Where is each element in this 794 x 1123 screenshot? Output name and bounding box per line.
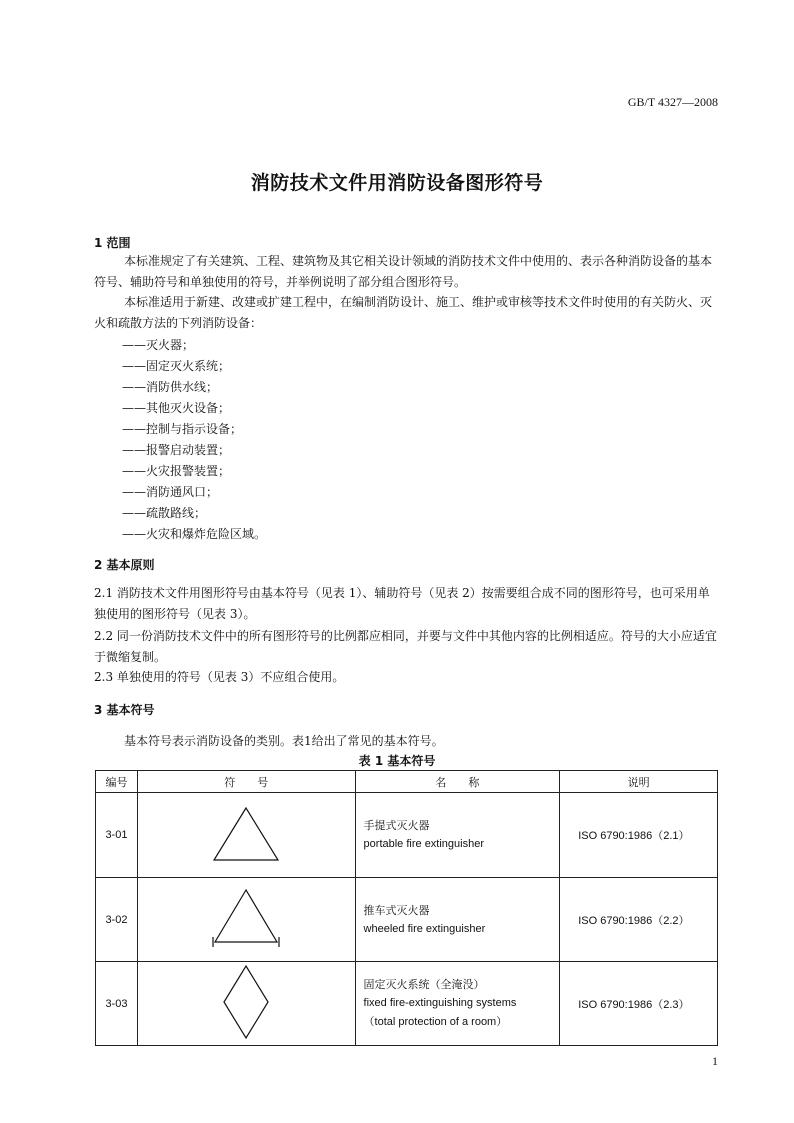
row-symbol [137,878,355,962]
table-header-row [96,771,718,793]
section-2-heading: 2 基本原则 [94,558,155,572]
section-3-paragraph: 基本符号表示消防设备的类别。表1给出了常见的基本符号。 [124,734,444,748]
table-caption: 表 1 基本符号 [358,754,436,768]
row-symbol [137,962,355,1046]
list-item: ——固定灭火系统； [122,359,231,373]
list-item: ——控制与指示设备； [122,422,243,436]
name-cn: 推车式灭火器 [363,903,430,917]
equipment-list [122,335,266,545]
row-name [355,962,560,1046]
name-en: wheeled fire extinguisher [363,922,486,935]
section-1-paragraph-2: 本标准适用于新建、改建或扩建工程中，在编制消防设计、施工、维护或审核等技术文件时使用的有关防火、灭火和疏散方法的下列消防设备： [94,295,713,330]
section-3-heading: 3 基本符号 [94,703,155,717]
section-1-paragraph-1: 本标准规定了有关建筑、工程、建筑物及其它相关设计领域的消防技术文件中使用的、表示各种消防设备的基本符号、辅助符号和单独使用的符号，并举例说明了部分组合图形符号。 [94,254,713,289]
row-number: 3-01 [96,793,138,878]
list-item: ——疏散路线； [122,506,207,520]
row-note: ISO 6790:1986（2.3） [560,962,718,1046]
row-note: ISO 6790:1986（2.1） [560,793,718,878]
standard-number: GB/T 4327—2008 [627,95,718,109]
list-item: ——灭火器； [122,338,195,352]
page-title: 消防技术文件用消防设备图形符号 [250,172,544,194]
section-1-heading: 1 范围 [94,236,131,250]
page-number: 1 [712,1054,718,1068]
header-symbol: 符 号 [137,771,355,793]
row-name [355,878,560,962]
row-number: 3-02 [96,878,138,962]
row-symbol [137,793,355,878]
header-name: 名 称 [355,771,560,793]
section-2-paragraph-3: 2.3 单独使用的符号（见表 3）不应组合使用。 [94,670,345,684]
name-cn: 固定灭火系统（全淹没） [363,978,485,991]
name-en: fixed fire-extinguishing systems [363,997,517,1009]
row-note: ISO 6790:1986（2.2） [560,878,718,962]
triangle-icon [211,804,281,864]
row-number: 3-03 [96,962,138,1046]
name-en: portable fire extinguisher [363,838,485,850]
row-name [355,793,560,878]
header-number: 编号 [96,771,138,793]
list-item: ——火灾和爆炸危险区域。 [122,527,267,541]
section-2-paragraph-1: 2.1 消防技术文件用图形符号由基本符号（见表 1）、辅助符号（见表 2）按需要组合成不同的图形符号，也可采用单独使用的图形符号（见表 3）。 [94,586,710,621]
list-item: ——消防通风口； [122,485,219,499]
list-item: ——火灾报警装置； [122,464,231,478]
table-row [96,962,718,1046]
table-row [96,793,718,878]
name-cn: 手提式灭火器 [363,819,430,832]
list-item: ——报警启动装置； [122,443,231,457]
list-item: ——其他灭火设备； [122,401,231,415]
section-2-paragraph-2: 2.2 同一份消防技术文件中的所有图形符号的比例都应相同，并要与文件中其他内容的比例相适应。符号的大小应适宜于微缩复制。 [94,629,717,664]
list-item: ——消防供水线； [122,380,219,394]
basic-symbols-table [95,770,718,1046]
table-row [96,878,718,962]
header-note: 说明 [560,771,718,793]
name-en-2: （total protection of a room） [363,1016,508,1028]
wheeled-triangle-icon [211,886,281,950]
diamond-icon [221,963,271,1041]
